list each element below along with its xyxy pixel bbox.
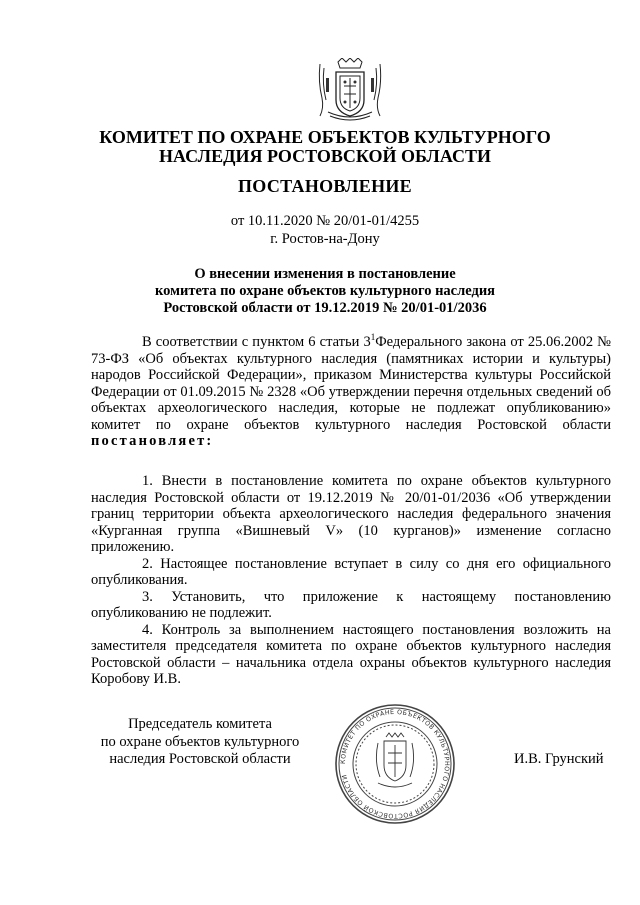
- resolution-item: 4. Контроль за выполнением настоящего постановления возложить на заместителя председателя комитета по охране объектов культурного наследия Ростовской области – начальника отдела охраны объектов культурного наследия Коробову И.В.: [91, 621, 611, 687]
- organization-title: [60, 128, 590, 166]
- org-title-line-2: НАСЛЕДИЯ РОСТОВСКОЙ ОБЛАСТИ: [159, 146, 491, 166]
- resolves-word: постановляет:: [91, 433, 214, 449]
- document-meta: [60, 212, 590, 248]
- subject-line-1: О внесении изменения в постановление: [194, 266, 456, 282]
- document-type: ПОСТАНОВЛЕНИЕ: [238, 176, 412, 196]
- signer-title: [80, 716, 320, 769]
- date-number: от 10.11.2020 № 20/01-01/4255: [230, 213, 420, 229]
- preamble: [91, 334, 611, 450]
- signer-name: И.В. Грунский: [514, 751, 604, 767]
- city: г. Ростов-на-Дону: [270, 231, 380, 247]
- signer-title-line-2: по охране объектов культурного: [100, 733, 300, 750]
- seal-text: КОМИТЕТ ПО ОХРАНЕ ОБЪЕКТОВ КУЛЬТУРНОГО НАСЛЕДИЯ РОСТОВСКОЙ ОБЛАСТИ: [339, 708, 451, 820]
- signer-title-line-3: наследия Ростовской области: [109, 751, 291, 767]
- subject-line-3: Ростовской области от 19.12.2019 № 20/01-01/2036: [163, 300, 487, 316]
- signer-title-line-1: Председатель комитета: [128, 716, 272, 732]
- resolution-item: 1. Внести в постановление комитета по охране объектов культурного наследия Ростовской области от 19.12.2019 № 20/01-01/2036 «Об утверждении границ территории объекта археологического наследия федерального значения «Курганная группа «Вишневый V» (10 курганов)» изменение согласно приложению.: [91, 473, 611, 555]
- preamble-part-2: Федерального закона от 25.06.2002 № 73-ФЗ «Об объектах культурного наследия (памятниках истории и культуры) народов Российской Федерации», приказом Министерства культуры Российской Федерации от 01.09.2015 № 2328 «Об утверждении перечня отдельных сведений об объектах археологического наследия, которые не подлежат опубликованию» комитет по охране объектов культурного наследия Ростовской области: [91, 334, 611, 433]
- resolution-items: [91, 473, 611, 688]
- preamble-superscript: 1: [370, 332, 376, 343]
- resolution-item: 3. Установить, что приложение к настоящему постановлению опубликованию не подлежит.: [91, 588, 611, 621]
- org-title-line-1: КОМИТЕТ ПО ОХРАНЕ ОБЪЕКТОВ КУЛЬТУРНОГО: [99, 127, 551, 147]
- subject-line-2: комитета по охране объектов культурного наследия: [154, 283, 496, 299]
- resolution-item: 2. Настоящее постановление вступает в силу со дня его официального опубликования.: [91, 555, 611, 588]
- coat-of-arms-icon: [316, 58, 384, 122]
- official-seal-icon: [334, 703, 456, 825]
- document-subject: [60, 266, 590, 317]
- preamble-part-1: В соответствии с пунктом 6 статьи 3: [142, 334, 371, 350]
